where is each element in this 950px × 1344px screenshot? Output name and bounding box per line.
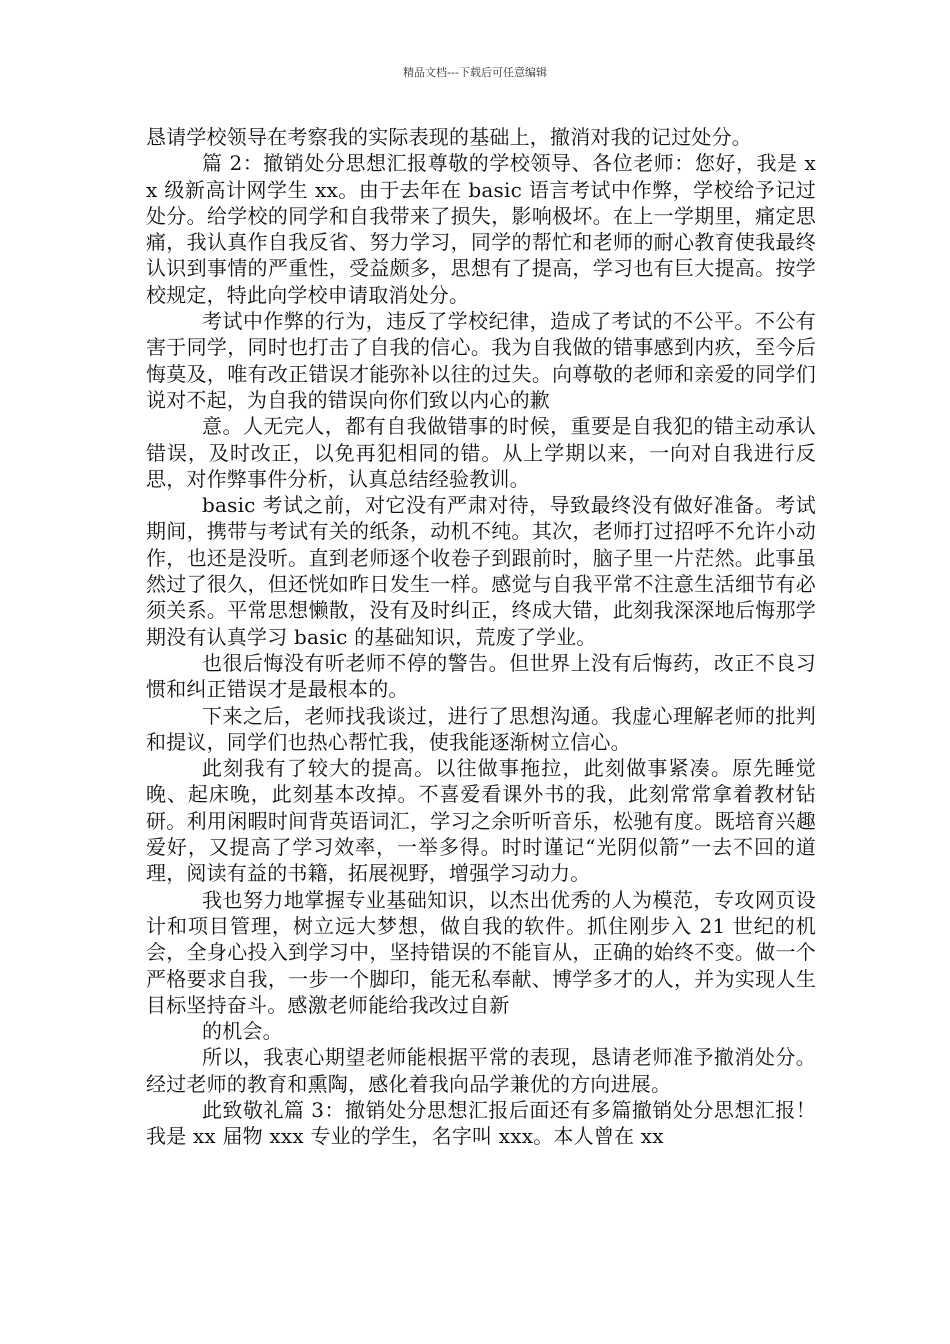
paragraph: 此刻我有了较大的提高。以往做事拖拉，此刻做事紧凑。原先睡觉晚、起床晚，此刻基本改掉。不喜爱看课外书的我，此刻常常拿着教材钻研。利用闲暇时间背英语词汇，学习之余听听音乐，松驰有度。既培育兴趣爱好，又提高了学习效率，一举多得。时时谨记“光阴似箭”一去不回的道理，阅读有益的书籍，拓展视野，增强学习动力。 <box>146 756 816 886</box>
paragraph: basic 考试之前，对它没有严肃对待，导致最终没有做好准备。考试期间，携带与考试有关的纸条，动机不纯。其次，老师打过招呼不允许小动作，也还是没听。直到老师逐个收卷子到跟前时，脑子里一片茫然。此事虽然过了很久，但还恍如昨日发生一样。感觉与自我平常不注意生活细节有必须关系。平常思想懒散，没有及时纠正，终成大错，此刻我深深地后悔那学期没有认真学习 basic 的基础知识，荒废了学业。 <box>146 493 816 649</box>
paragraph: 的机会。 <box>202 1019 283 1044</box>
document-body <box>146 124 816 1150</box>
paragraph: 下来之后，老师找我谈过，进行了思想沟通。我虚心理解老师的批判和提议，同学们也热心帮忙我，使我能逐渐树立信心。 <box>146 703 816 754</box>
paragraph: 恳请学校领导在考察我的实际表现的基础上，撤消对我的记过处分。 <box>146 125 752 149</box>
page-header: 精品文档---下载后可任意编辑 <box>403 66 547 79</box>
paragraph: 我也努力地掌握专业基础知识，以杰出优秀的人为模范，专攻网页设计和项目管理，树立远大梦想，做自我的软件。抓住刚步入 21 世纪的机会，全身心投入到学习中，坚持错误的不能盲从，正确的始终不变。做一个严格要求自我，一步一个脚印，能无私奉献、博学多才的人，并为实现人生目标坚持奋斗。感激老师能给我改过自新 <box>146 887 816 1017</box>
paragraph: 篇 2：撤销处分思想汇报尊敬的学校领导、各位老师：您好，我是 xx 级新高计网学生 xx。由于去年在 basic 语言考试中作弊，学校给予记过处分。给学校的同学和自我带来了损失，影响极坏。在上一学期里，痛定思痛，我认真作自我反省、努力学习，同学的帮忙和老师的耐心教育使我最终认识到事情的严重性，受益颇多，思想有了提高，学习也有巨大提高。按学校规定，特此向学校申请取消处分。 <box>146 151 816 307</box>
paragraph: 考试中作弊的行为，违反了学校纪律，造成了考试的不公平。不公有害于同学，同时也打击了自我的信心。我为自我做的错事感到内疚，至今后悔莫及，唯有改正错误才能弥补以往的过失。向尊敬的老师和亲爱的同学们说对不起，为自我的错误向你们致以内心的歉 <box>146 309 816 412</box>
paragraph: 此致敬礼篇 3：撤销处分思想汇报后面还有多篇撤销处分思想汇报！我是 xx 届物 xxx 专业的学生，名字叫 xxx。本人曾在 xx <box>146 1097 816 1149</box>
paragraph: 所以，我衷心期望老师能根据平常的表现，恳请老师准予撤消处分。经过老师的教育和熏陶，感化着我向品学兼优的方向进展。 <box>146 1045 816 1096</box>
paragraph: 也很后悔没有听老师不停的警告。但世界上没有后悔药，改正不良习惯和纠正错误才是最根本的。 <box>146 650 816 702</box>
paragraph: 意。人无完人，都有自我做错事的时候，重要是自我犯的错主动承认错误，及时改正，以免再犯相同的错。从上学期以来，一向对自我进行反思，对作弊事件分析，认真总结经验教训。 <box>146 414 816 491</box>
